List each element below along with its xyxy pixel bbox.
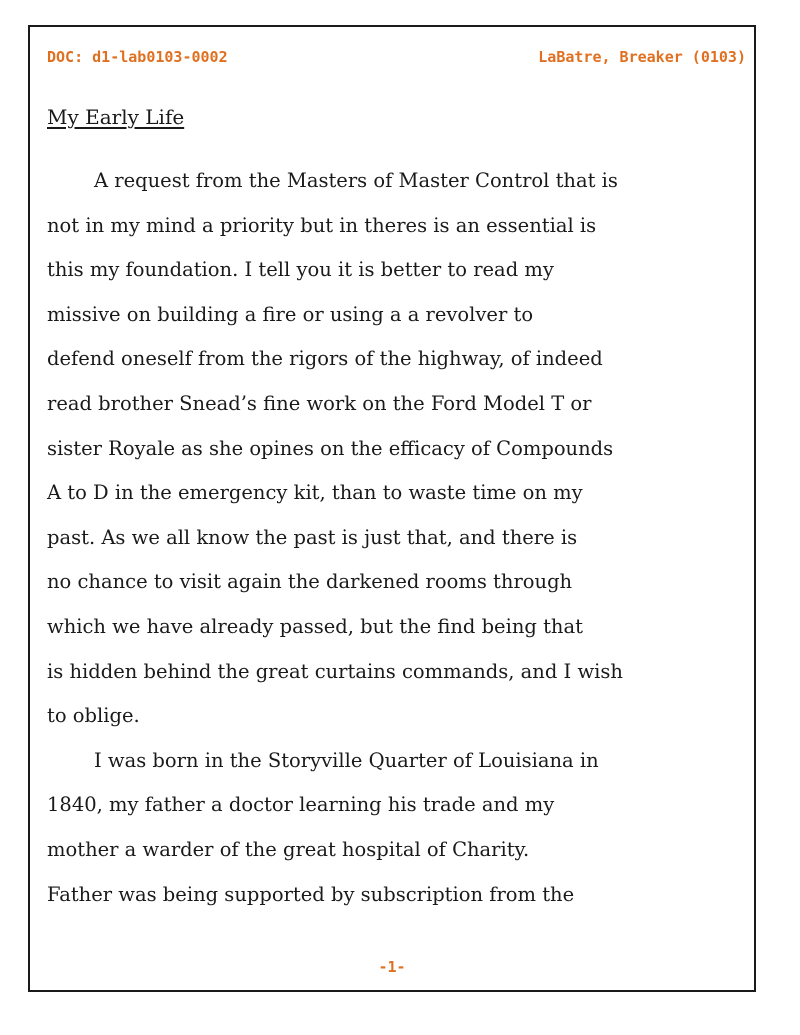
- text-line: is hidden behind the great curtains commands, and I wish: [47, 659, 623, 683]
- page-number: -1-: [378, 958, 406, 976]
- text-line: read brother Snead’s fine work on the Ford Model T or: [47, 391, 592, 415]
- document-header: [47, 48, 746, 66]
- page-title: My Early Life: [47, 105, 185, 129]
- text-line: A to D in the emergency kit, than to waste time on my: [47, 481, 583, 505]
- body-text: [47, 159, 757, 917]
- text-line: which we have already passed, but the find being that: [47, 614, 583, 638]
- doc-id: DOC: d1-lab0103-0002: [47, 48, 228, 66]
- text-line: I was born in the Storyville Quarter of Louisiana in: [94, 748, 599, 772]
- text-line: not in my mind a priority but in theres is an essential is: [47, 213, 597, 237]
- text-line: 1840, my father a doctor learning his trade and my: [47, 793, 555, 817]
- author-label: LaBatre, Breaker (0103): [538, 48, 746, 66]
- text-line: defend oneself from the rigors of the highway, of indeed: [47, 347, 603, 371]
- text-line: Father was being supported by subscription from the: [47, 882, 575, 906]
- text-line: mother a warder of the great hospital of Charity.: [47, 837, 530, 861]
- text-line: this my foundation. I tell you it is better to read my: [47, 258, 554, 282]
- document-page: [28, 25, 756, 992]
- text-line: to oblige.: [47, 704, 140, 728]
- text-line: past. As we all know the past is just that, and there is: [47, 525, 578, 549]
- text-line: missive on building a fire or using a a revolver to: [47, 302, 534, 326]
- text-line: sister Royale as she opines on the efficacy of Compounds: [47, 436, 614, 460]
- text-line: no chance to visit again the darkened rooms through: [47, 570, 573, 594]
- text-line: A request from the Masters of Master Control that is: [94, 169, 618, 192]
